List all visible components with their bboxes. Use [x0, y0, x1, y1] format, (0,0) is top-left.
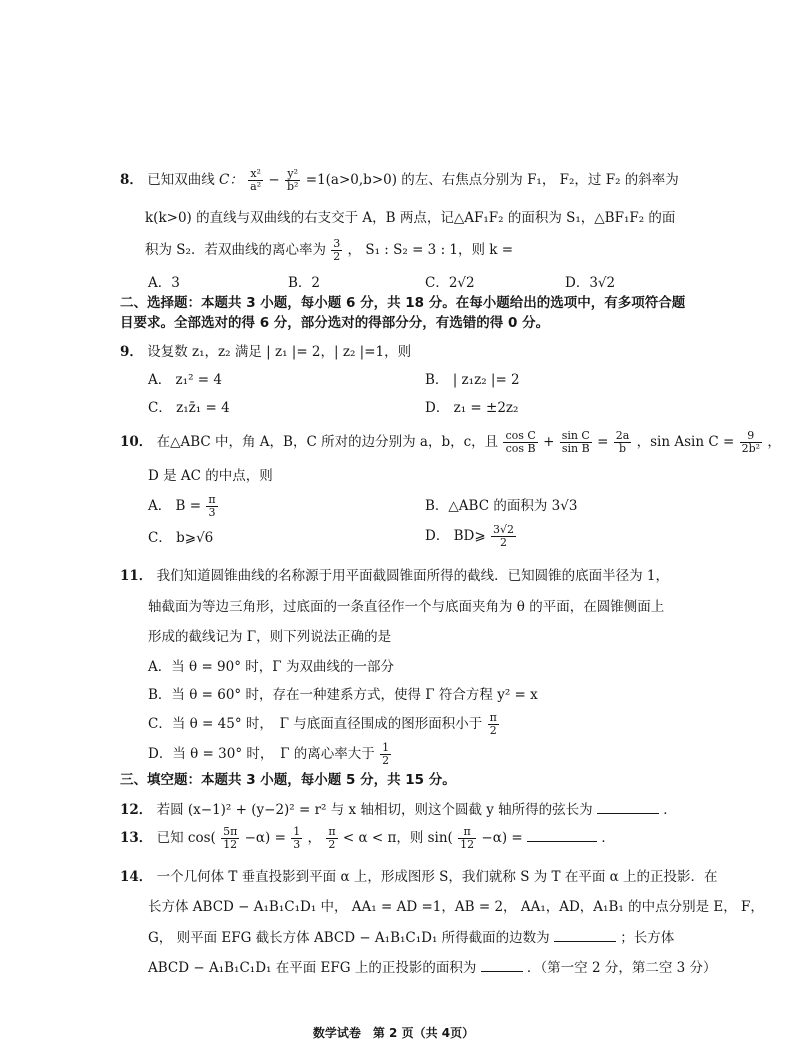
q13-frac-1-3: $\frac{1}{3}$ — [293, 825, 301, 851]
q10-option-d-frac: $\frac{3√2}{2}$ — [492, 523, 514, 549]
q13-stem — [120, 826, 615, 851]
q11-line3: 形成的截线记为 Γ，则下列说法正确的是 — [148, 629, 392, 645]
q11-option-d-text: D．当 θ = 30° 时， Γ 的离心率大于 — [148, 746, 375, 762]
q10-frac-sin: $\frac{\text{sin C}}{\text{sin B}}$ — [561, 429, 590, 455]
q8-text-rest: =1(a>0,b>0) 的左、右焦点分别为 F₁， F₂，过 F₂ 的斜率为 — [305, 172, 679, 188]
q10-equals: = — [597, 434, 609, 450]
q8-line1 — [120, 168, 679, 193]
q11-option-c-frac: $\frac{\pi}{2}$ — [489, 711, 497, 737]
q14-line3-text: G， 则平面 EFG 截长方体 ABCD − A₁B₁C₁D₁ 所得截面的边数为 — [148, 930, 550, 946]
q10-line2: D 是 AC 的中点，则 — [148, 468, 273, 484]
q9-stem — [120, 342, 411, 362]
q14-line4-rest: ．（第一空 2 分，第二空 3 分） — [526, 960, 717, 976]
q10-text: 在△ABC 中，角 A，B，C 所对的边分别为 a，b，c，且 — [156, 434, 499, 450]
q14-line1 — [120, 867, 718, 887]
q14-answer-blank-2[interactable] — [481, 957, 523, 972]
q11-line2: 轴截面为等边三角形，过底面的一条直径作一个与底面夹角为 θ 的平面，在圆锥侧面上 — [148, 599, 665, 615]
q8-curve-name: C： — [219, 172, 243, 188]
q8-line3-text: 积为 S₂．若双曲线的离心率为 — [145, 242, 326, 258]
q10-option-c: C． b⩾√6 — [148, 530, 214, 546]
q14-text: 一个几何体 T 垂直投影到平面 α 上，形成图形 S，我们就称 S 为 T 在平面 α 上的正投影．在 — [156, 869, 718, 885]
q13-text-end: −α) = — [481, 830, 523, 846]
q10-option-a-frac: $\frac{\pi}{3}$ — [208, 493, 216, 519]
q10-plus: + — [543, 434, 555, 450]
q13-text-range: < α < π，则 sin( — [342, 830, 453, 846]
q8-line2: k(k>0) 的直线与双曲线的右支交于 A，B 两点，记△AF₁F₂ 的面积为 S₁，△BF₁F₂ 的面 — [145, 210, 676, 226]
q8-line3 — [145, 238, 513, 263]
q12-number: 12． — [120, 802, 153, 818]
q10-option-a — [148, 494, 219, 519]
q10-number: 10． — [120, 434, 153, 450]
q11-line1 — [120, 566, 669, 586]
q9-option-d: D． z₁ = ±2z₂ — [425, 400, 519, 416]
q12-stem — [120, 799, 677, 820]
q8-frac-x: $\frac{\text{x²}}{\text{a²}}$ — [250, 167, 262, 193]
q11-option-d-frac: $\frac{1}{2}$ — [382, 741, 390, 767]
q10-frac-2a-b: $\frac{2a}{b}$ — [615, 429, 630, 455]
q11-option-b: B．当 θ = 60° 时，存在一种建系方式，使得 Γ 符合方程 y² = x — [148, 687, 538, 703]
section2-heading-cont: 目要求。全部选对的得 6 分，部分选对的得部分分，有选错的得 0 分。 — [120, 315, 550, 331]
q10-frac-9: $\frac{9}{\text{2b²}}$ — [741, 429, 761, 455]
q13-text-eq: −α) = — [244, 830, 286, 846]
q9-text: 设复数 z₁，z₂ 满足 | z₁ |= 2，| z₂ |=1，则 — [147, 344, 412, 360]
q11-option-d — [148, 742, 392, 767]
q14-line2: 长方体 ABCD − A₁B₁C₁D₁ 中， AA₁ = AD =1，AB = 2， AA₁，AD，A₁B₁ 的中点分别是 E， F， — [148, 899, 764, 915]
q8-option-d: D．3√2 — [565, 275, 616, 291]
q8-line3-rest: ， S₁ : S₂ = 3 : 1，则 k = — [347, 242, 514, 258]
q14-number: 14． — [120, 869, 153, 885]
q10-stem — [120, 430, 781, 455]
q10-text-sin: ，sin Asin C = — [636, 434, 735, 450]
q14-line4-text: ABCD − A₁B₁C₁D₁ 在平面 EFG 上的正投影的面积为 — [148, 960, 477, 976]
q11-option-c-text: C．当 θ = 45° 时， Γ 与底面直径围成的图形面积小于 — [148, 716, 483, 732]
q8-option-b: B．2 — [288, 275, 321, 291]
q8-minus: − — [268, 172, 280, 188]
q8-option-a: A．3 — [148, 275, 180, 291]
q10-option-b: B．△ABC 的面积为 3√3 — [425, 498, 578, 514]
q13-text-cos: 已知 cos( — [156, 830, 216, 846]
q14-answer-blank-1[interactable] — [554, 927, 616, 942]
q11-text: 我们知道圆锥曲线的名称源于用平面截圆锥面所得的截线．已知圆锥的底面半径为 1， — [156, 568, 669, 584]
q10-comma: ， — [767, 434, 781, 450]
q10-frac-cos: $\frac{\text{cos C}}{\text{cos B}}$ — [505, 429, 536, 455]
q10-option-d-text: D． BD⩾ — [425, 528, 486, 544]
q8-frac-y: $\frac{\text{y²}}{\text{b²}}$ — [287, 167, 299, 193]
q8-eccentricity-frac: $\frac{3}{2}$ — [333, 237, 341, 263]
section3-heading: 三、填空题：本题共 3 小题，每小题 5 分，共 15 分。 — [120, 772, 456, 788]
q10-option-a-text: A． B = — [148, 498, 202, 514]
q9-option-b: B． | z₁z₂ |= 2 — [425, 372, 520, 388]
q8-number: 8． — [120, 172, 143, 188]
q12-answer-blank[interactable] — [597, 799, 659, 814]
q11-option-c — [148, 712, 500, 737]
q13-comma: ， — [307, 830, 322, 846]
q14-line4 — [148, 957, 717, 978]
q13-number: 13． — [120, 830, 153, 846]
q13-frac-pi-2: $\frac{\pi}{2}$ — [328, 825, 336, 851]
q8-text: 已知双曲线 — [147, 172, 215, 188]
q14-line3-rest: ；长方体 — [620, 930, 675, 946]
section2-heading: 二、选择题：本题共 3 小题，每小题 6 分，共 18 分。在每小题给出的选项中，有多项符合题 — [120, 295, 686, 311]
page-footer: 数学试卷 第 2 页（共 4页） — [312, 1026, 475, 1040]
q13-answer-blank[interactable] — [527, 827, 597, 842]
q12-end: ． — [663, 802, 677, 818]
q9-option-a: A． z₁² = 4 — [148, 372, 222, 388]
q10-option-d — [425, 524, 517, 549]
q9-option-c: C． z₁z̄₁ = 4 — [148, 400, 230, 416]
q8-option-c: C．2√2 — [425, 275, 475, 291]
q13-frac-5pi-12: $\frac{5\pi}{12}$ — [223, 825, 238, 851]
q13-frac-pi-12: $\frac{\pi}{12}$ — [460, 825, 475, 851]
q9-number: 9． — [120, 344, 143, 360]
q12-text: 若圆 (x−1)² + (y−2)² = r² 与 x 轴相切，则这个圆截 y 轴所得的弦长为 — [156, 802, 593, 818]
q11-number: 11． — [120, 568, 153, 584]
q14-line3 — [148, 927, 674, 948]
q11-option-a: A．当 θ = 90° 时，Γ 为双曲线的一部分 — [148, 659, 394, 675]
q13-end: ． — [601, 830, 615, 846]
